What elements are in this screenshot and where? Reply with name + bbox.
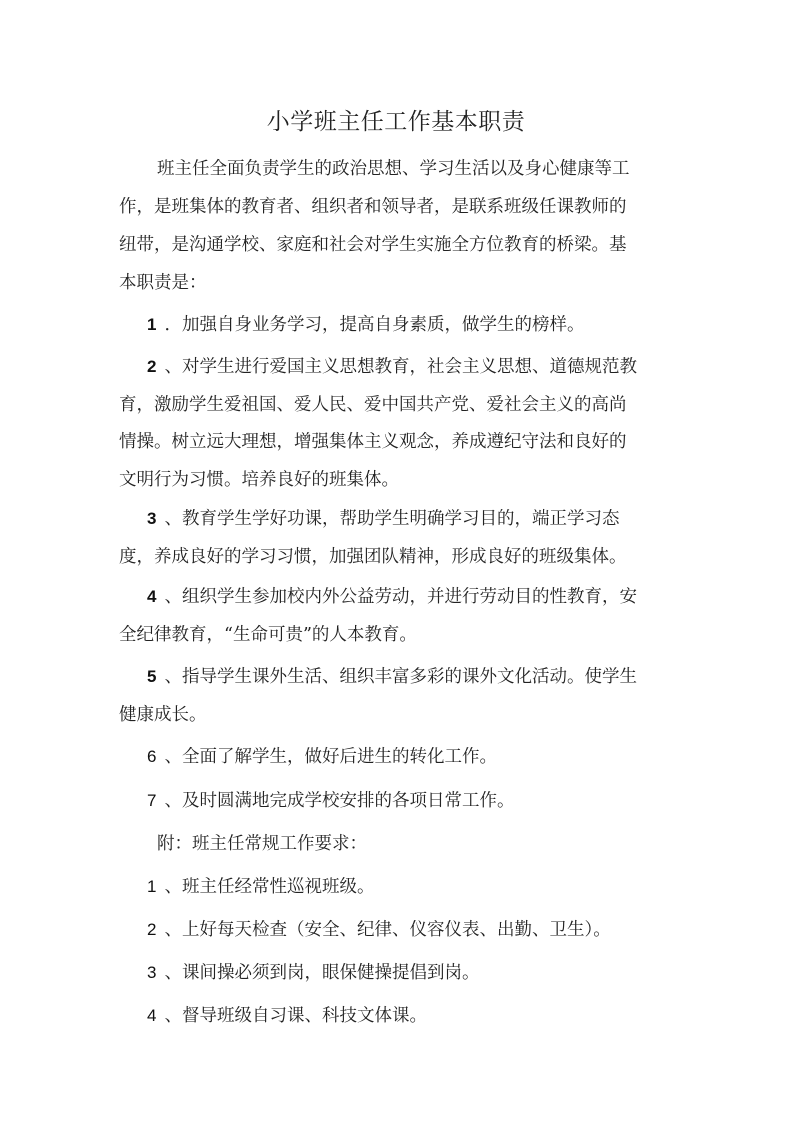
appendix-separator: 、 bbox=[164, 877, 182, 897]
duty-text: 教育学生学好功课，帮助学生明确学习目的，端正学习态 bbox=[181, 509, 620, 529]
duty-number: 1 bbox=[147, 315, 157, 334]
appendix-text: 督导班级自习课、科技文体课。 bbox=[181, 1006, 427, 1026]
appendix-number: 2 bbox=[147, 920, 157, 939]
appendix-item-1 bbox=[147, 874, 374, 900]
duty-separator: ． bbox=[164, 315, 182, 335]
duty-separator: 、 bbox=[164, 667, 182, 687]
appendix-text: 课间操必须到岗，眼保健操提倡到岗。 bbox=[181, 963, 480, 983]
appendix-item-4 bbox=[147, 1003, 427, 1029]
duty-text: 对学生进行爱国主义思想教育，社会主义思想、道德规范教 bbox=[181, 357, 637, 377]
duty-text-line: 健康成长。 bbox=[119, 705, 207, 725]
intro-line: 作，是班集体的教育者、组织者和领导者，是联系班级任课教师的 bbox=[119, 197, 627, 217]
duty-item-3 bbox=[147, 506, 619, 532]
intro-line: 纽带，是沟通学校、家庭和社会对学生实施全方位教育的桥梁。基 bbox=[119, 235, 627, 255]
intro-line: 本职责是： bbox=[119, 273, 207, 293]
duty-separator: 、 bbox=[164, 587, 182, 607]
duty-text: 全面了解学生，做好后进生的转化工作。 bbox=[181, 747, 497, 767]
intro-line: 班主任全面负责学生的政治思想、学习生活以及身心健康等工 bbox=[157, 159, 630, 179]
document-title: 小学班主任工作基本职责 bbox=[266, 109, 526, 135]
duty-item-4 bbox=[147, 584, 637, 610]
appendix-number: 4 bbox=[147, 1006, 157, 1025]
appendix-heading: 附：班主任常规工作要求： bbox=[157, 834, 367, 854]
appendix-separator: 、 bbox=[164, 920, 182, 940]
duty-text: 组织学生参加校内外公益劳动，并进行劳动目的性教育，安 bbox=[181, 587, 637, 607]
appendix-number: 1 bbox=[147, 877, 157, 896]
duty-text: 加强自身业务学习，提高自身素质，做学生的榜样。 bbox=[181, 315, 585, 335]
duty-item-6 bbox=[147, 744, 497, 770]
duty-text: 及时圆满地完成学校安排的各项日常工作。 bbox=[181, 791, 515, 811]
duty-separator: 、 bbox=[164, 747, 182, 767]
duty-number: 3 bbox=[147, 509, 157, 528]
duty-item-7 bbox=[147, 788, 514, 814]
appendix-text: 班主任经常性巡视班级。 bbox=[181, 877, 375, 897]
duty-separator: 、 bbox=[164, 509, 182, 529]
duty-number: 7 bbox=[147, 791, 157, 810]
duty-text-line: 育，激励学生爱祖国、爱人民、爱中国共产党、爱社会主义的高尚 bbox=[119, 395, 627, 415]
appendix-separator: 、 bbox=[164, 1006, 182, 1026]
duty-item-1 bbox=[147, 312, 584, 338]
duty-item-5 bbox=[147, 664, 637, 690]
duty-text: 指导学生课外生活、组织丰富多彩的课外文化活动。使学生 bbox=[181, 667, 637, 687]
appendix-text: 上好每天检查（安全、纪律、仪容仪表、出勤、卫生）。 bbox=[181, 920, 611, 940]
duty-number: 2 bbox=[147, 357, 157, 376]
duty-text-line: 文明行为习惯。培养良好的班集体。 bbox=[119, 470, 399, 490]
appendix-separator: 、 bbox=[164, 963, 182, 983]
duty-separator: 、 bbox=[164, 357, 182, 377]
appendix-item-2 bbox=[147, 917, 611, 943]
duty-text-line: 情操。树立远大理想，增强集体主义观念，养成遵纪守法和良好的 bbox=[119, 432, 627, 452]
appendix-item-3 bbox=[147, 960, 479, 986]
duty-text-line: 度，养成良好的学习习惯，加强团队精神，形成良好的班级集体。 bbox=[119, 547, 627, 567]
duty-text-line: 全纪律教育，“生命可贵”的人本教育。 bbox=[119, 625, 417, 645]
duty-number: 5 bbox=[147, 667, 157, 686]
duty-number: 6 bbox=[147, 747, 157, 766]
duty-number: 4 bbox=[147, 587, 157, 606]
appendix-number: 3 bbox=[147, 963, 157, 982]
duty-separator: 、 bbox=[164, 791, 182, 811]
duty-item-2 bbox=[147, 354, 637, 380]
